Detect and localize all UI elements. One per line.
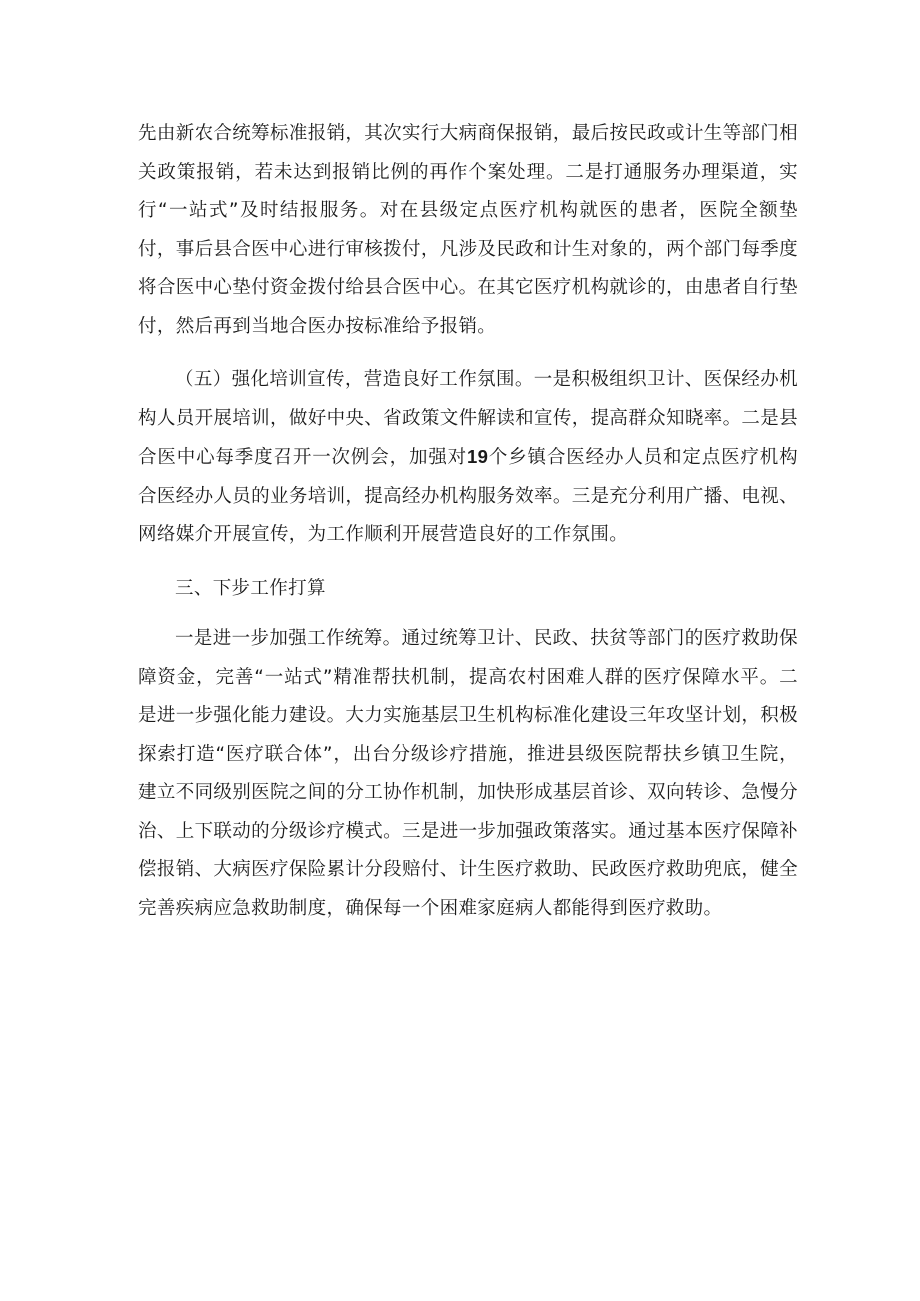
paragraph-continued [138, 115, 798, 346]
section-heading-text: 三、下步工作打算 [175, 577, 326, 599]
paragraph-text-part: 个乡镇合医经办人员和定点医疗机构合医经办人员的业务培训，提高经办机构服务效率。三是充分利用广播、电视、网络媒介开展宣传，为工作顺利开展营造良好的工作氛围。 [138, 447, 799, 545]
paragraph-text: 一是进一步加强工作统筹。通过统筹卫计、民政、扶贫等部门的医疗救助保障资金，完善“一站式”精准帮扶机制，提高农村困难人群的医疗保障水平。二是进一步强化能力建设。大力实施基层卫生机构标准化建设三年攻坚计划，积极探索打造“医疗联合体”，出台分级诊疗措施，推进县级医院帮扶乡镇卫生院，建立不同级别医院之间的分工协作机制，加快形成基层首诊、双向转诊、急慢分治、上下联动的分级诊疗模式。三是进一步加强政策落实。通过基本医疗保障补偿报销、大病医疗保险累计分段赔付、计生医疗救助、民政医疗救助兜底，健全完善疾病应急救助制度，确保每一个困难家庭病人都能得到医疗救助。 [138, 628, 798, 919]
paragraph-text: 先由新农合统筹标准报销，其次实行大病商保报销，最后按民政或计生等部门相关政策报销，若未达到报销比例的再作个案处理。二是打通服务办理渠道，实行“一站式”及时结报服务。对在县级定点医疗机构就医的患者，医院全额垫付，事后县合医中心进行审核拨付，凡涉及民政和计生对象的，两个部门每季度将合医中心垫付资金拨付给县合医中心。在其它医疗机构就诊的，由患者自行垫付，然后再到当地合医办按标准给予报销。 [138, 123, 798, 337]
paragraph-text [138, 361, 798, 555]
paragraph-next-steps [138, 620, 798, 928]
township-count: 19 [467, 446, 489, 467]
section-heading [138, 570, 798, 609]
document-body [138, 115, 798, 943]
paragraph-training-publicity [138, 361, 798, 555]
paragraph-text-part: （五）强化培训宣传，营造良好工作氛围。一是积极组织卫计、医保经办机构人员开展培训，做好中央、省政策文件解读和宣传，提高群众知晓率。二是县合医中心每季度召开一次例会，加强对 [138, 369, 798, 468]
